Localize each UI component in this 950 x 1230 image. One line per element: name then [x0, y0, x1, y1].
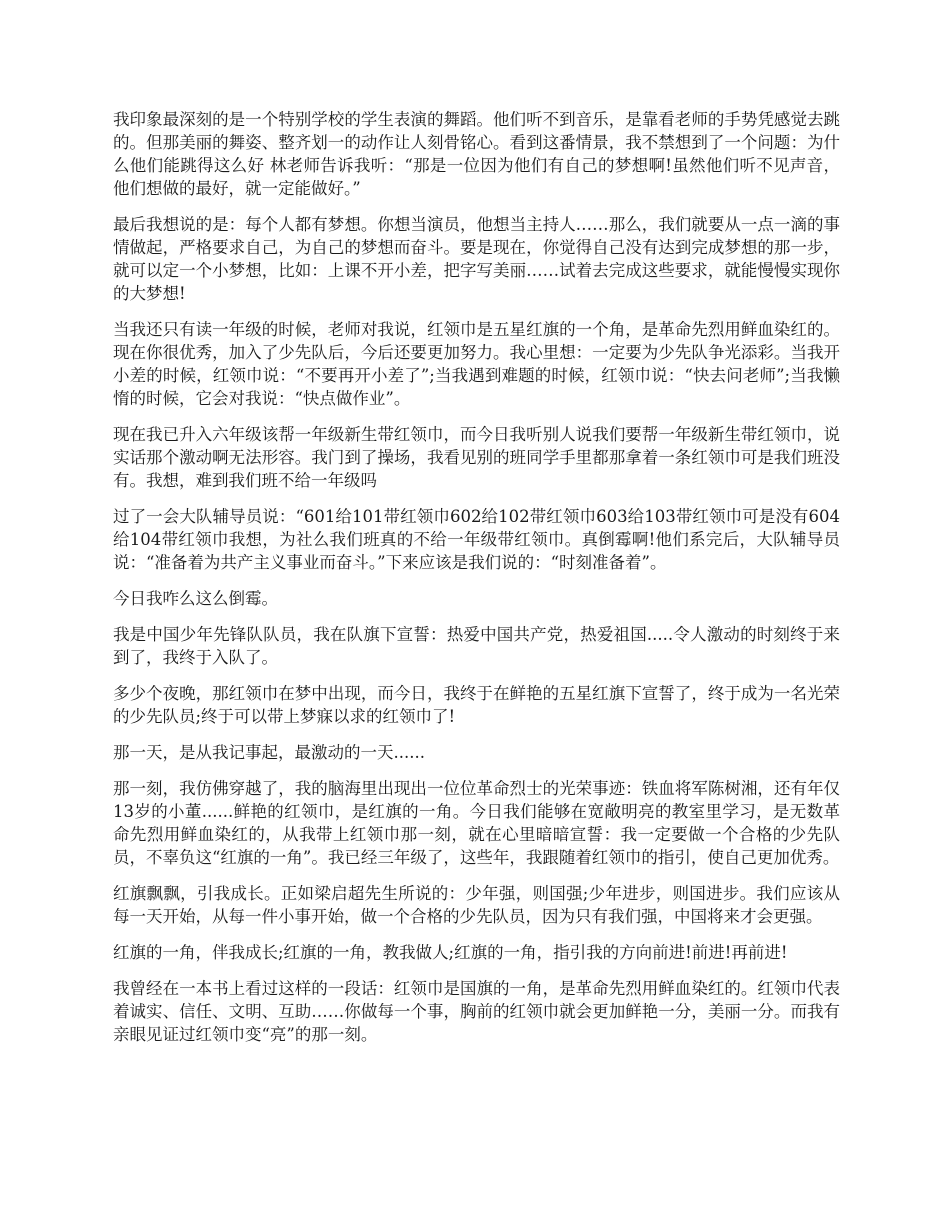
paragraph-6: 今日我咋么这么倒霉。 [113, 589, 278, 608]
paragraph-2: 最后我想说的是：每个人都有梦想。你想当演员，他想当主持人……那么，我们就要从一点一滴的事情做起，严格要求自己，为自己的梦想而奋斗。要是现在，你觉得自己没有达到完成梦想的那一步，就可以定一个小梦想，比如：上课不开小差，把字写美丽……试着去完成这些要求，就能慢慢实现你的大梦想! [113, 215, 840, 303]
paragraph-9: 那一天，是从我记事起，最激动的一天...... [113, 743, 425, 762]
paragraph-4: 现在我已升入六年级该帮一年级新生带红领巾，而今日我听别人说我们要帮一年级新生带红领巾，说实话那个激动啊无法形容。我门到了操场，我看见别的班同学手里都那拿着一条红领巾可是我们班没有。我想，难到我们班不给一年级吗 [113, 425, 840, 490]
paragraph-10: 那一刻，我仿佛穿越了，我的脑海里出现出一位位革命烈士的光荣事迹：铁血将军陈树湘，还有年仅13岁的小董......鲜艳的红领巾，是红旗的一角。今日我们能够在宽敞明亮的教室里学习，是无数革命先烈用鲜血染红的，从我带上红领巾那一刻，就在心里暗暗宣誓：我一定要做一个合格的少先队员，不辜负这“红旗的一角”。我已经三年级了，这些年，我跟随着红领巾的指引，使自己更加优秀。 [113, 779, 840, 867]
paragraph-1: 我印象最深刻的是一个特别学校的学生表演的舞蹈。他们听不到音乐，是靠看老师的手势凭感觉去跳的。但那美丽的舞姿、整齐划一的动作让人刻骨铭心。看到这番情景，我不禁想到了一个问题：为什么他们能跳得这么好 林老师告诉我听：“那是一位因为他们有自己的梦想啊!虽然他们听不见声音，他们想做的最好，就一定能做好。” [113, 110, 840, 198]
paragraph-12: 红旗的一角，伴我成长;红旗的一角，教我做人;红旗的一角，指引我的方向前进!前进!再前进! [113, 943, 788, 962]
paragraph-3: 当我还只有读一年级的时候，老师对我说，红领巾是五星红旗的一个角，是革命先烈用鲜血染红的。现在你很优秀，加入了少先队后，今后还要更加努力。我心里想：一定要为少先队争光添彩。当我开小差的时候，红领巾说：“不要再开小差了”;当我遇到难题的时候，红领巾说：“快去问老师”;当我懒惰的时候，它会对我说：“快点做作业”。 [113, 320, 840, 408]
paragraph-13: 我曾经在一本书上看过这样的一段话：红领巾是国旗的一角，是革命先烈用鲜血染红的。红领巾代表着诚实、信任、文明、互助……你做每一个事，胸前的红领巾就会更加鲜艳一分，美丽一分。而我有亲眼见证过红领巾变“亮”的那一刻。 [113, 979, 840, 1044]
paragraph-5: 过了一会大队辅导员说：“601给101带红领巾602给102带红领巾603给103带红领巾可是没有604给104带红领巾我想，为社么我们班真的不给一年级带红领巾。真倒霉啊!他们系完后，大队辅导员说：“准备着为共产主义事业而奋斗。”下来应该是我们说的：“时刻准备着”。 [113, 507, 840, 572]
paragraph-11: 红旗飘飘，引我成长。正如梁启超先生所说的：少年强，则国强;少年进步，则国进步。我们应该从每一天开始，从每一件小事开始，做一个合格的少先队员，因为只有我们强，中国将来才会更强。 [113, 884, 840, 926]
document-body [113, 108, 840, 1059]
paragraph-8: 多少个夜晚，那红领巾在梦中出现，而今日，我终于在鲜艳的五星红旗下宣誓了，终于成为一名光荣的少先队员;终于可以带上梦寐以求的红领巾了! [113, 684, 840, 726]
paragraph-7: 我是中国少年先锋队队员，我在队旗下宣誓：热爱中国共产党，热爱祖国.....令人激动的时刻终于来到了，我终于入队了。 [113, 625, 840, 667]
